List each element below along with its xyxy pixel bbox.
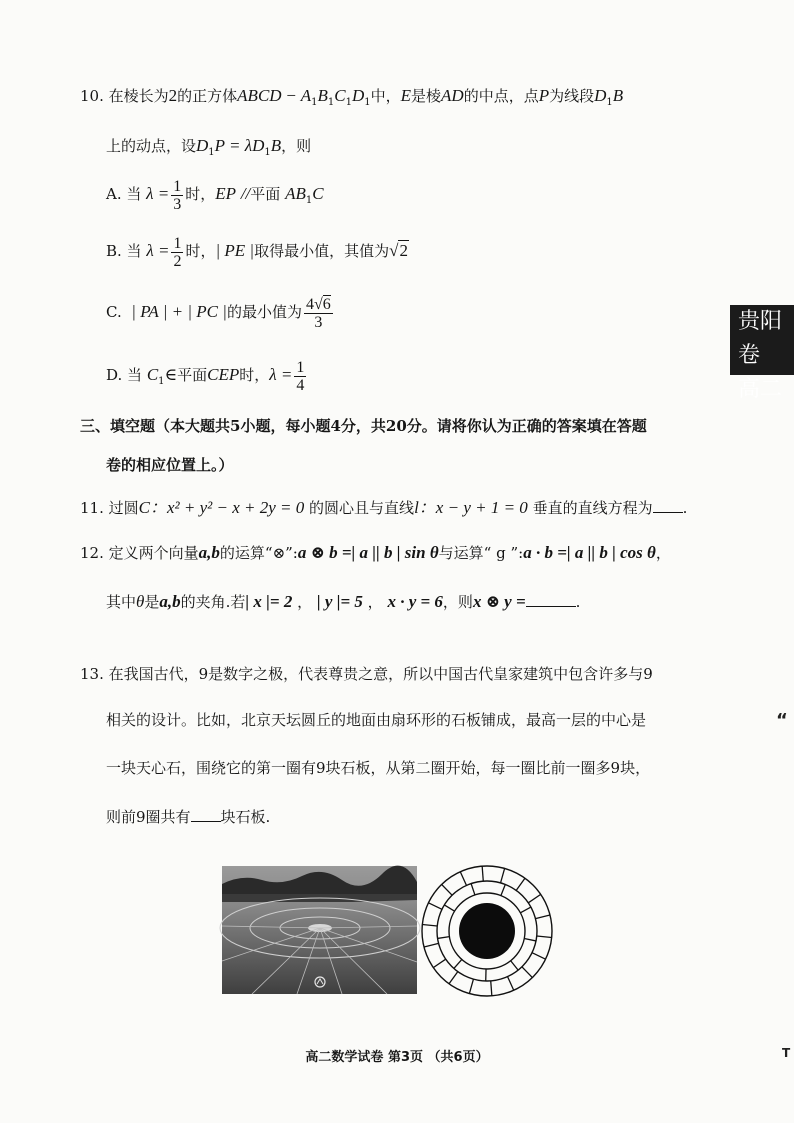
answer-blank-11 [653,497,683,513]
fraction-4-sqrt6-over-3: $\frac{4√6}{3}$ [305,295,331,331]
q10-line1: 10. 在棱长为2的正方体ABCD − $A_1B_1C_1D_1$中，E是棱AD的中点，点P为线段$D_1B$ [80,86,624,108]
edge-mark-1: “ [776,710,788,731]
q13-line1: 13. 在我国古代，9是数字之极，代表尊贵之意，所以中国古代皇家建筑中包含许多与9 [80,665,653,683]
center-stone [459,903,515,959]
page-footer: 高二数学试卷 第3页 （共6页） [305,1050,489,1065]
q10-line2: 上的动点，设$D_1P = \lambda D_1B$，则 [106,136,312,158]
q13-line4: 则前9圈共有 块石板. [106,808,271,826]
altar-photo [222,866,417,994]
q12-line1: 12. 定义两个向量a,b的运算“⊗”:a ⊗ b =| a || b | sin θ与运算“ g ”:a · b =| a || b | cos θ， [80,543,671,562]
fraction-1-4: $\frac{1}{4}$ [296,358,305,394]
stone-ring-diagram [420,864,554,998]
region-tab [730,305,794,402]
q12-line2: 其中θ是a,b的夹角.若| x |= 2 ， | y |= 5 ， x · y = 6，则x ⊗ y = . [106,592,581,611]
section3-title: 三、填空题（本大题共5小题，每小题4分，共20分。请将你认为正确的答案填在答题 [80,417,647,435]
sqrt-2: √2 [389,241,408,260]
q11: 11. 过圆C：x² + y² − x + 2y = 0 的圆心且与直线l：x − y + 1 = 0 垂直的直线方程为 . [80,498,688,517]
q10-option-c: C. | PA | + | PC |的最小值为 $\frac{4√6}{3}$ [106,295,331,331]
q10-option-b: B. 当 λ = $\frac{1}{2}$ 时，| PE |取得最小值，其值为√2 [106,234,408,270]
answer-blank-12 [526,591,576,607]
edge-mark-2: T [782,1046,791,1060]
q10-option-d: D. 当 $C_1\in$平面CEP时，λ = $\frac{1}{4}$ [106,358,305,394]
q13-line2: 相关的设计。比如，北京天坛圆丘的地面由扇环形的石板铺成，最高一层的中心是 [106,711,647,729]
q13-line3: 一块天心石，围绕它的第一圈有9块石板，从第二圈开始，每一圈比前一圈多9块， [106,759,651,777]
region-tab-line2: 高二 [738,377,783,402]
fraction-1-3: $\frac{1}{3}$ [173,177,182,213]
altar-photo-illustration [222,866,417,994]
q10-option-a: A. 当 λ = $\frac{1}{3}$ 时，EP //平面 $AB_1C$ [106,177,324,213]
region-tab-line1: 贵阳卷 [738,309,783,368]
section3-title-cont: 卷的相应位置上。） [106,456,234,474]
fraction-1-2: $\frac{1}{2}$ [173,234,182,270]
answer-blank-13 [191,806,221,822]
